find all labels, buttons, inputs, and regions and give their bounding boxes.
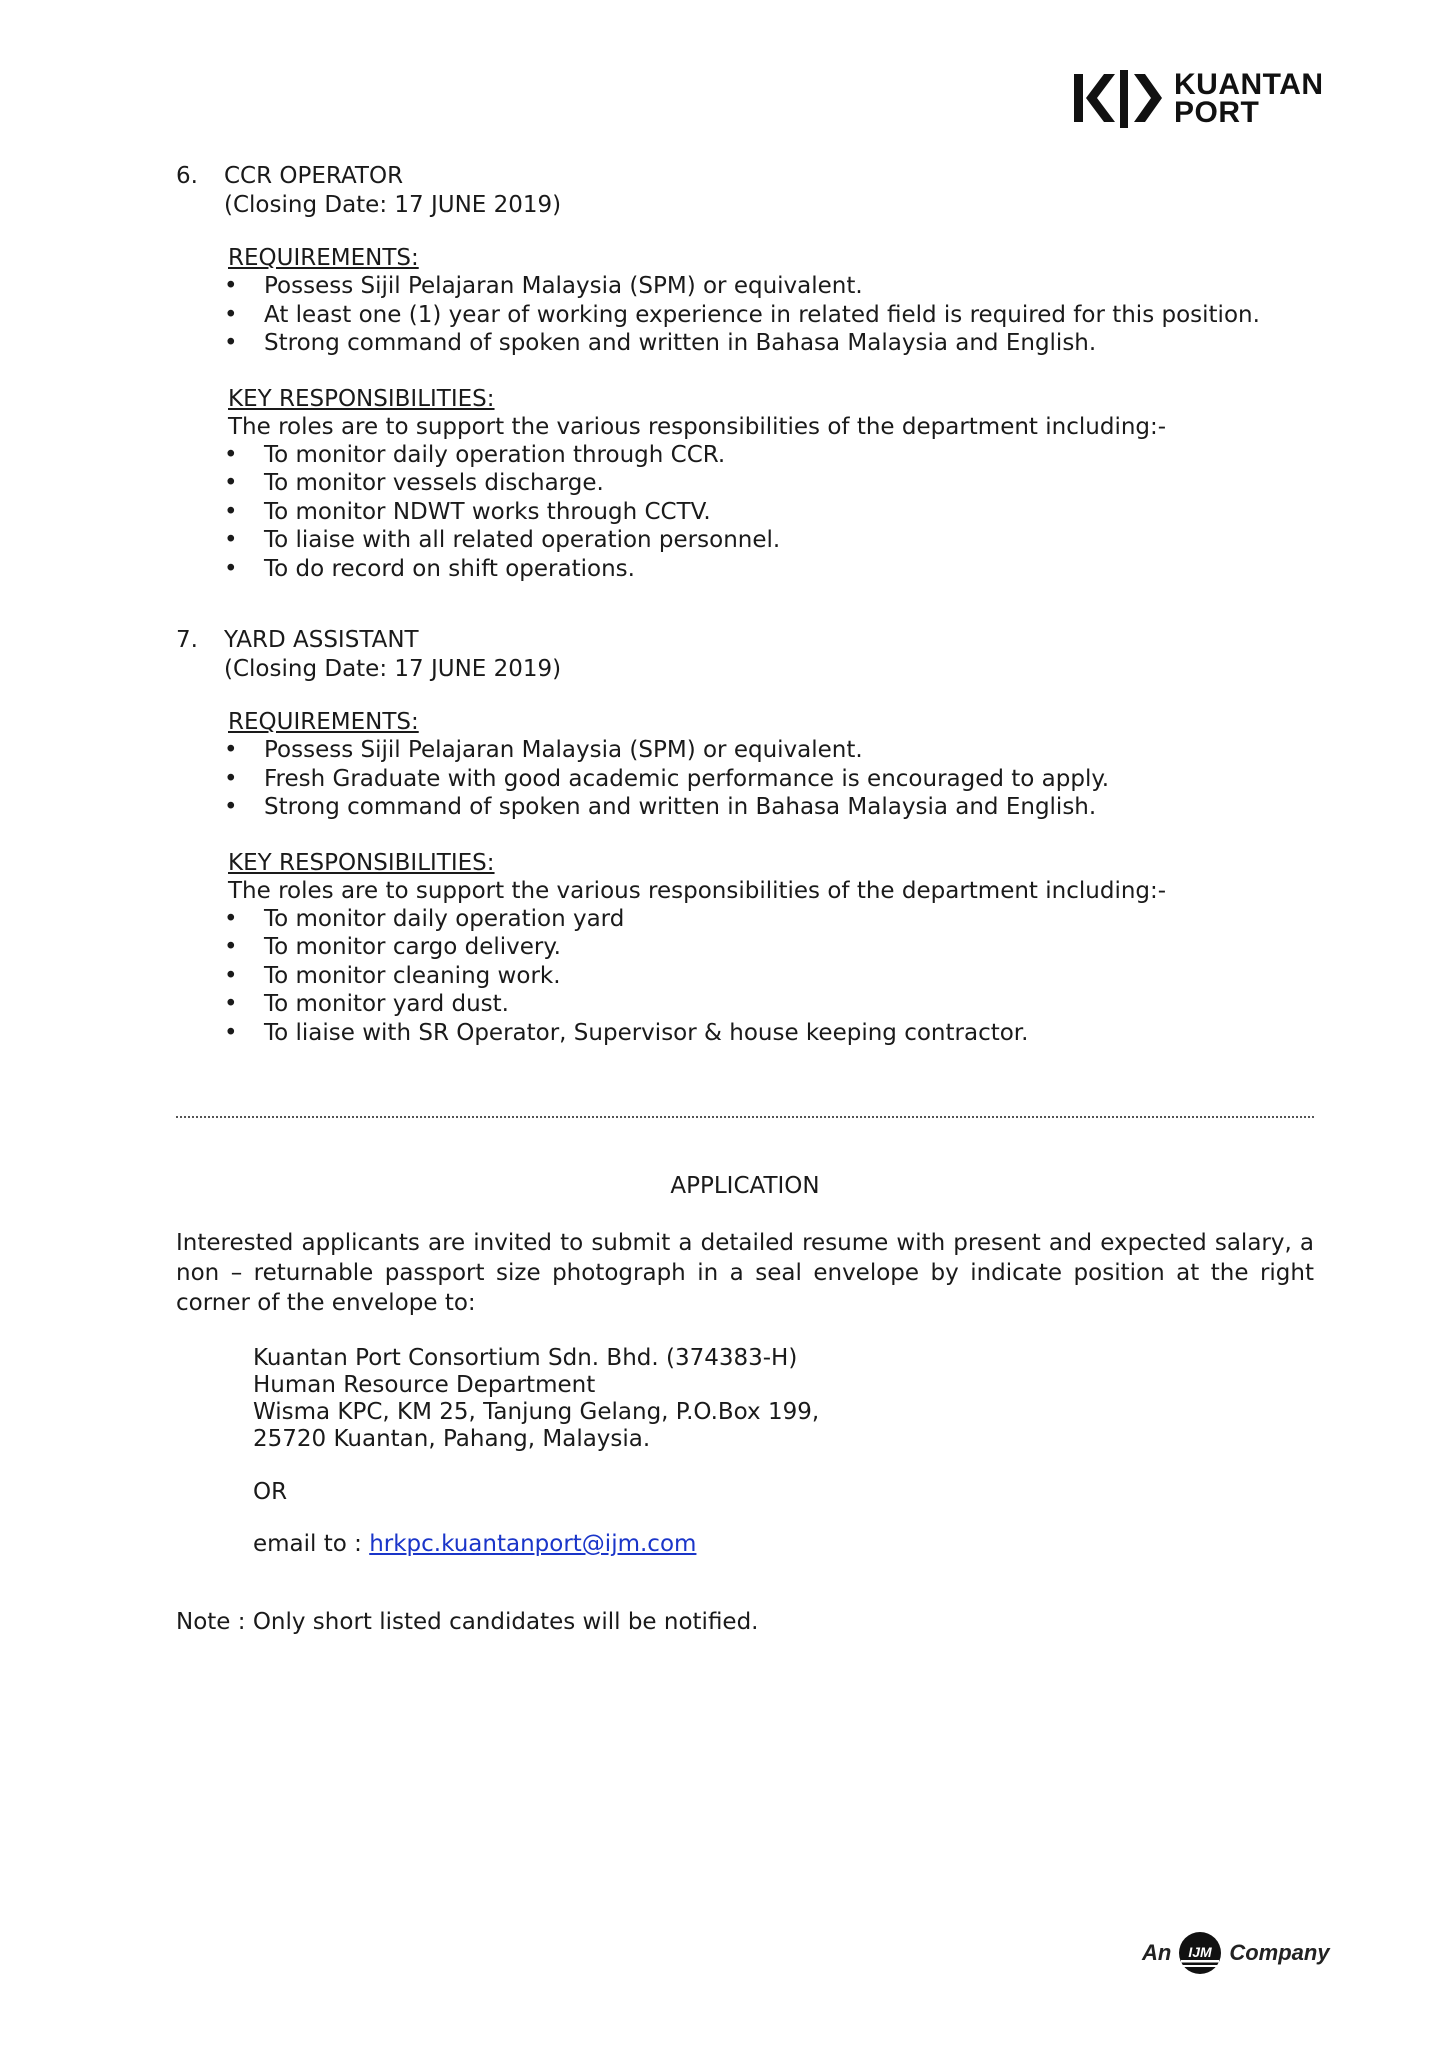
application-title: APPLICATION <box>670 1173 820 1199</box>
section-number: 6. <box>176 163 198 189</box>
list-item: • To monitor daily operation through CCR. <box>176 441 1326 470</box>
kp-logo-mark-icon <box>1072 64 1164 134</box>
responsibilities-intro: The roles are to support the various responsibilities of the department including:- <box>228 413 1167 440</box>
address-line: 25720 Kuantan, Pahang, Malaysia. <box>253 1426 651 1452</box>
email-link[interactable]: hrkpc.kuantanport@ijm.com <box>369 1531 697 1557</box>
list-item: • To monitor NDWT works through CCTV. <box>176 498 1326 527</box>
list-item: • Fresh Graduate with good academic performance is encouraged to apply. <box>176 765 1326 794</box>
list-item: • Possess Sijil Pelajaran Malaysia (SPM) or equivalent. <box>176 272 1326 301</box>
list-item: • To monitor daily operation yard <box>176 905 1326 934</box>
responsibilities-heading: KEY RESPONSIBILITIES: <box>228 385 495 412</box>
list-item: • To liaise with SR Operator, Supervisor & house keeping contractor. <box>176 1019 1326 1048</box>
ijm-company-footer <box>1142 1930 1330 1976</box>
footer-suffix: Company <box>1229 1940 1330 1965</box>
responsibilities-list <box>176 905 1326 1048</box>
ijm-badge-text: IJM <box>1188 1944 1212 1960</box>
requirements-list <box>176 736 1326 822</box>
list-item: • To do record on shift operations. <box>176 555 1326 584</box>
job-title: YARD ASSISTANT <box>224 627 419 653</box>
application-body: Interested applicants are invited to submit a detailed resume with present and expected salary, a non – returnable passport size photograph in a seal envelope by indicate position at the right corner of the envelope to: <box>176 1230 1314 1316</box>
brand-line-2: PORT <box>1174 96 1260 129</box>
list-item: • Strong command of spoken and written in Bahasa Malaysia and English. <box>176 793 1326 822</box>
list-item: • To monitor cargo delivery. <box>176 933 1326 962</box>
address-line: Human Resource Department <box>253 1372 596 1398</box>
job-section-ccr-operator <box>176 162 1326 583</box>
or-separator: OR <box>253 1479 288 1505</box>
mailing-address <box>253 1345 819 1453</box>
list-item: • Strong command of spoken and written in Bahasa Malaysia and English. <box>176 329 1326 358</box>
email-line <box>253 1530 696 1558</box>
requirements-list <box>176 272 1326 358</box>
closing-date: (Closing Date: 17 JUNE 2019) <box>224 192 562 218</box>
job-section-yard-assistant <box>176 626 1326 1047</box>
list-item: • Possess Sijil Pelajaran Malaysia (SPM) or equivalent. <box>176 736 1326 765</box>
section-number: 7. <box>176 627 198 653</box>
brand-name <box>1174 68 1324 129</box>
responsibilities-list <box>176 441 1326 584</box>
job-title: CCR OPERATOR <box>224 163 404 189</box>
brand-line-1: KUANTAN <box>1174 68 1324 101</box>
requirements-heading: REQUIREMENTS: <box>228 709 419 735</box>
requirements-heading: REQUIREMENTS: <box>228 245 419 271</box>
note-text: Note : Only short listed candidates will be notified. <box>176 1609 759 1635</box>
dotted-divider <box>176 1116 1314 1118</box>
responsibilities-heading: KEY RESPONSIBILITIES: <box>228 849 495 876</box>
footer-prefix: An <box>1142 1940 1172 1965</box>
ijm-logo-icon <box>1177 1930 1223 1976</box>
address-line: Wisma KPC, KM 25, Tanjung Gelang, P.O.Box 199, <box>253 1399 820 1425</box>
list-item: • To monitor cleaning work. <box>176 962 1326 991</box>
list-item: • At least one (1) year of working experience in related field is required for this position. <box>176 301 1326 330</box>
responsibilities-intro: The roles are to support the various responsibilities of the department including:- <box>228 877 1167 904</box>
closing-date: (Closing Date: 17 JUNE 2019) <box>224 656 562 682</box>
email-prefix: email to : <box>253 1531 370 1557</box>
address-line: Kuantan Port Consortium Sdn. Bhd. (374383-H) <box>253 1345 798 1371</box>
list-item: • To monitor yard dust. <box>176 990 1326 1019</box>
kuantan-port-logo <box>1072 64 1324 134</box>
list-item: • To liaise with all related operation personnel. <box>176 526 1326 555</box>
list-item: • To monitor vessels discharge. <box>176 469 1326 498</box>
